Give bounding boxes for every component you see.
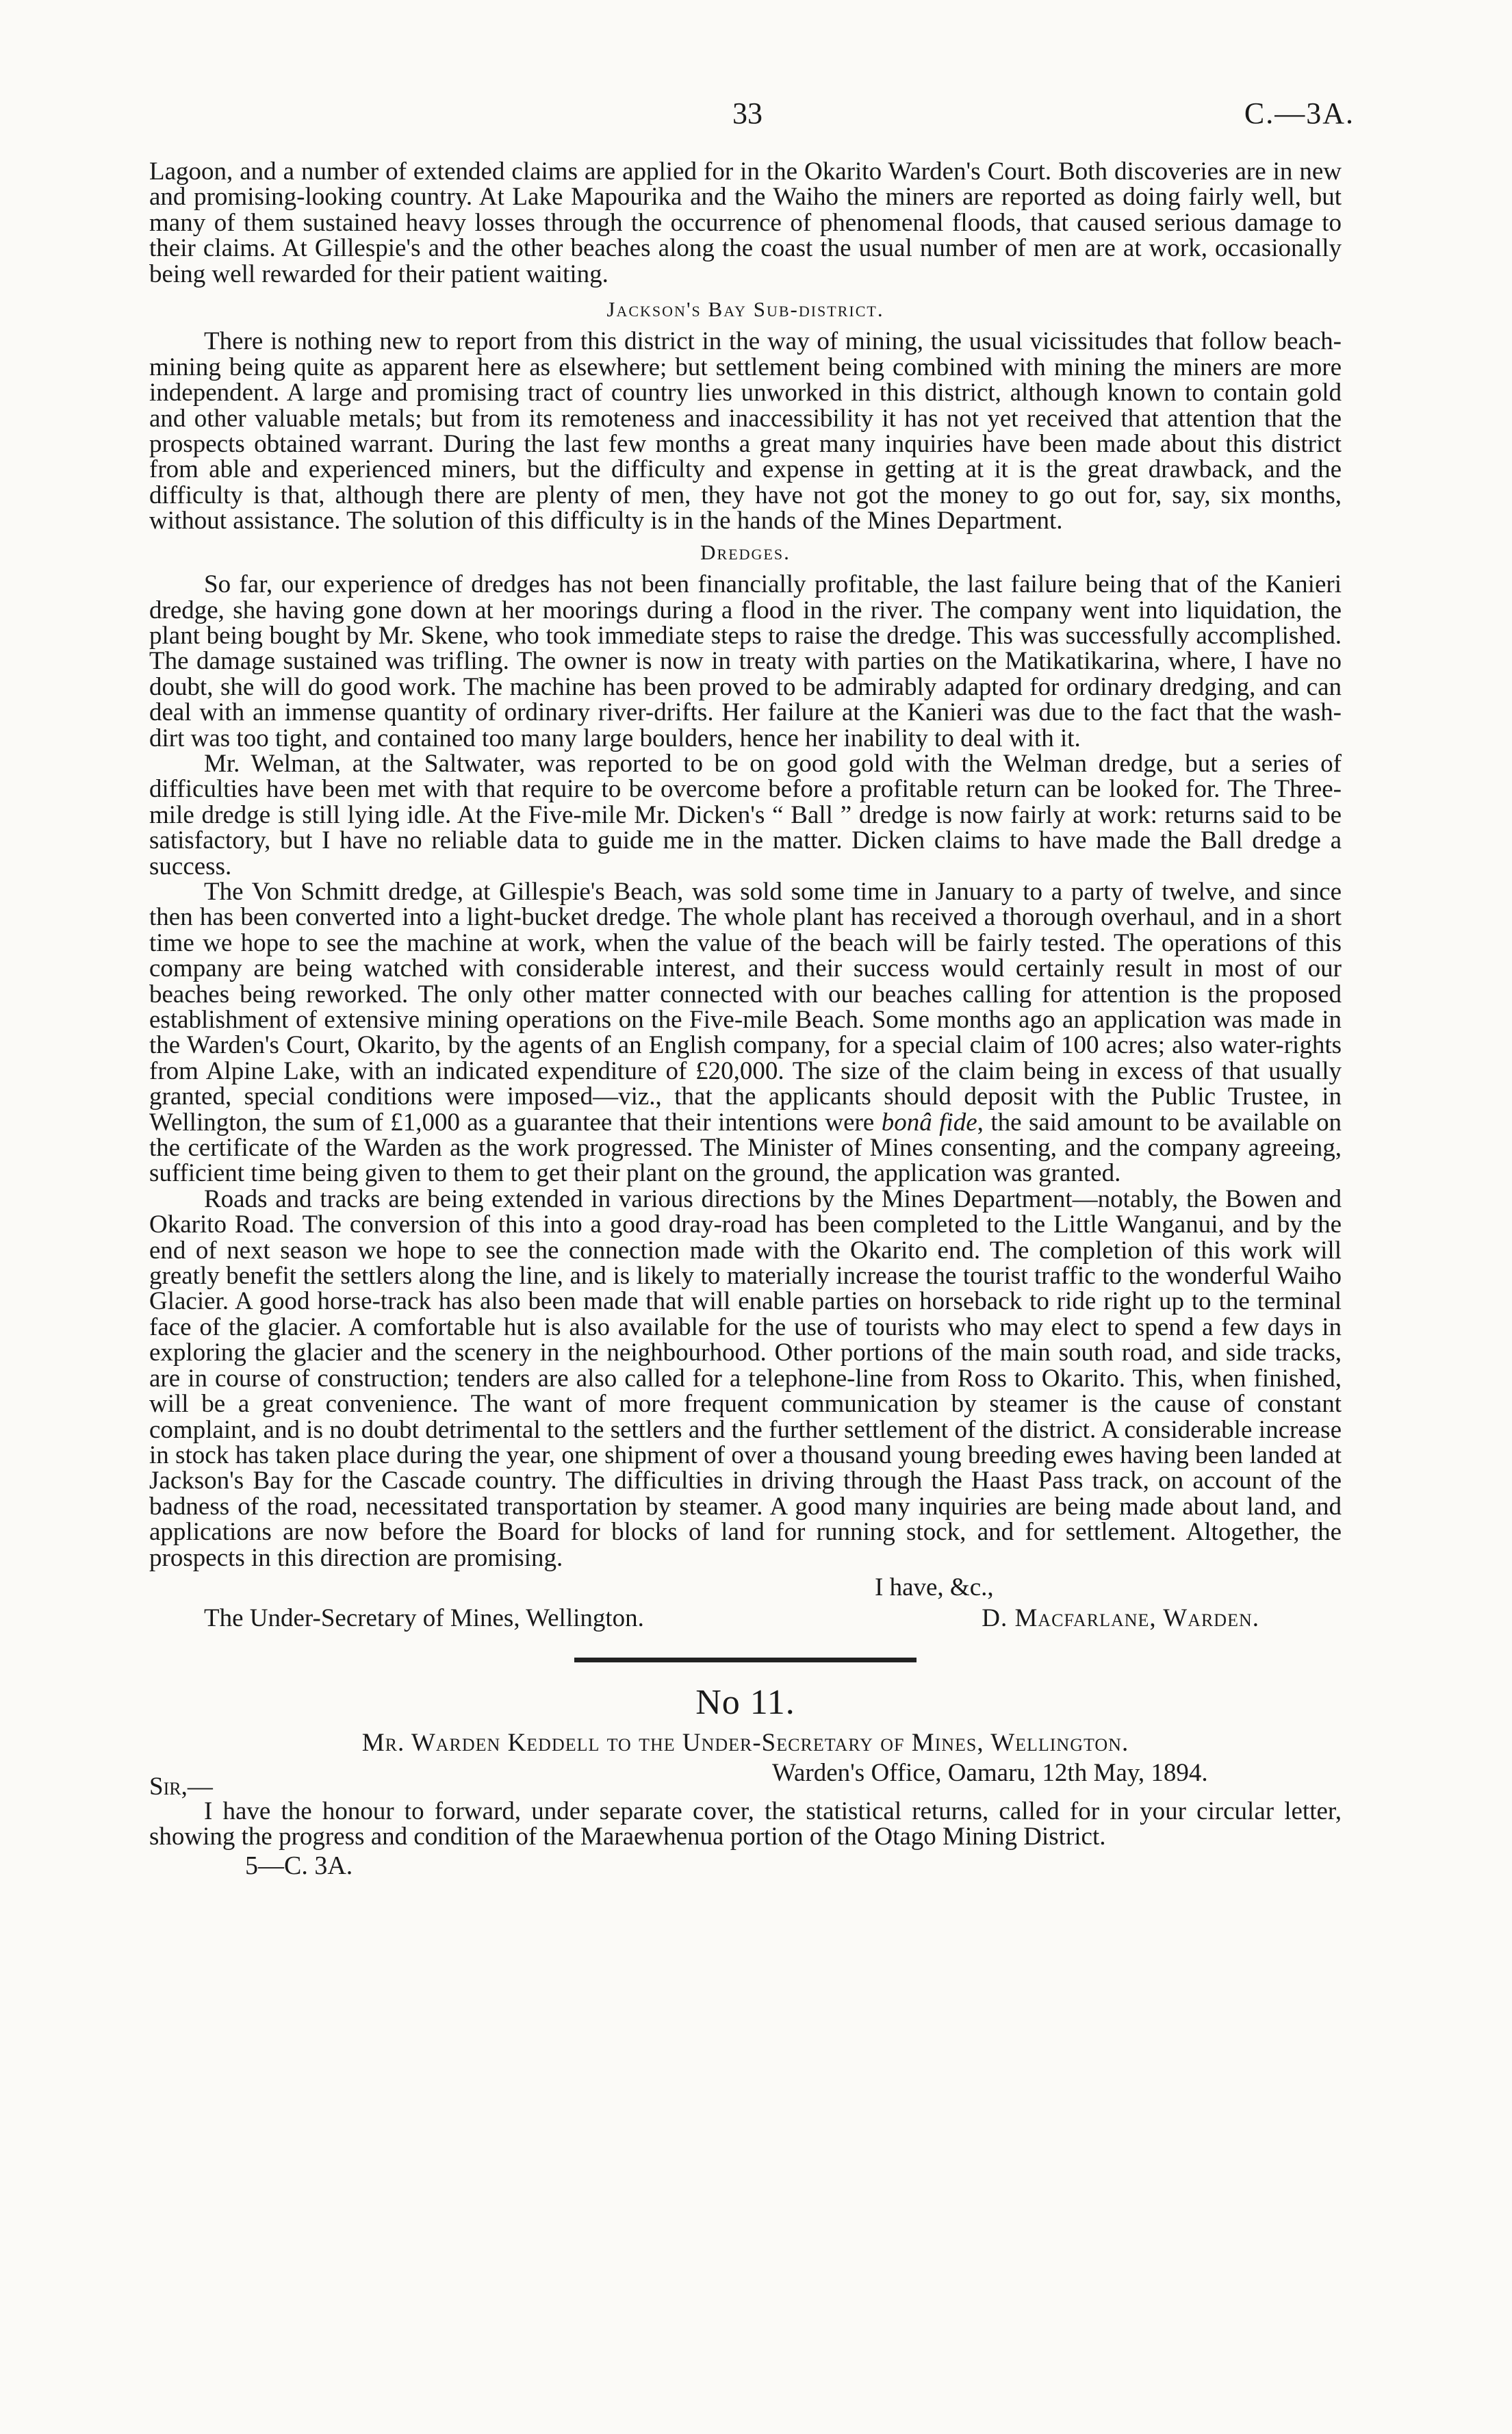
closing-signature: D. Macfarlane, Warden. — [982, 1604, 1259, 1633]
heading-jacksons-bay: Jackson's Bay Sub-district. — [606, 297, 884, 322]
letter-dateline: Warden's Office, Oamaru, 12th May, 1894. — [772, 1758, 1208, 1787]
von-schmitt-text-a: The Von Schmitt dredge, at Gillespie's Beach, was sold some time in January to a party of twelve, and since then has been converted into a light-bucket dredge. The whole plant has received a thorough overhaul, and in a short time we hope to see the machine at work, when the value of the beach will be fairly tested. The operations of this company are being watched with considerable interest, and their success would certainly result in most of our beaches being reworked. The only other matter connected with our beaches calling for attention is the proposed establishment of extensive mining operations on the Five-mile Beach. Some months ago an application was made in the Warden's Court, Okarito, by the agents of an English company, for a special claim of 100 acres; also water-rights from Alpine Lake, with an indicated expenditure of £20,000. The size of the claim being in excess of that usually granted, special conditions were imposed—viz., that the applicants should deposit with the Public Trustee, in Wellington, the sum of £1,000 as a guarantee that their intentions were — [149, 877, 1342, 1137]
section-divider — [574, 1658, 917, 1662]
closing-signature-row — [149, 1606, 1342, 1631]
heading-dredges: Dredges. — [700, 540, 791, 564]
letter-closing — [149, 1575, 1342, 1632]
closing-addressee: The Under-Secretary of Mines, Wellington. — [204, 1604, 644, 1633]
letter-number-heading: No 11. — [695, 1682, 795, 1722]
von-schmitt-text-b: , the said amount to be available on the certificate of the Warden as the work progressed. The Minister of Mines consenting, and the company agreeing, sufficient time being given to them to get their plant on the ground, the application was granted. — [149, 1108, 1342, 1188]
salutation-row — [149, 1758, 1342, 1801]
paragraph-roads-tracks: Roads and tracks are being extended in various directions by the Mines Department—notably, the Bowen and Okarito Road. The conversion of this into a good dray-road has been completed to the Little Wanganui, and by the end of next season we hope to see the connection made with the Okarito end. The completion of this work will greatly benefit the settlers along the line, and is likely to materially increase the tourist traffic to the wonderful Waiho Glacier. A good horse-track has also been made that will enable parties on horseback to ride right up to the terminal face of the glacier. A comfortable hut is also available for the use of tourists who may elect to spend a few days in exploring the glacier and the scenery in the neighbourhood. Other portions of the main south road, and side tracks, are in course of construction; tenders are also called for a telephone-line from Ross to Okarito. This, when finished, will be a great convenience. The want of more frequent communication by steamer is the cause of constant complaint, and is no doubt detrimental to the settlers and the further settlement of the district. A considerable increase in stock has taken place during the year, one shipment of over a thousand young breeding ewes having been landed at Jackson's Bay for the Cascade country. The difficulties in driving through the Haast Pass track, on account of the badness of the road, necessitated transportation by steamer. A good many inquiries are being made about land, and applications are now before the Board for blocks of land for running stock, and for settlement. Altogether, the prospects in this direction are promising. — [149, 1184, 1342, 1572]
page-number: 33 — [732, 97, 763, 130]
closing-i-have: I have, &c., — [875, 1573, 994, 1601]
salutation: Sir,— — [149, 1772, 213, 1801]
paragraph-jacksons-bay: There is nothing new to report from this district in the way of mining, the usual vicissitudes that follow beach-mining being quite as apparent here as elsewhere; but settlement being combined with mining the miners are more independent. A large and promising tract of country lies unworked in this district, although known to contain gold and other valuable metals; but from its remoteness and inaccessibility it has not yet received that attention that the prospects obtained warrant. During the last few months a great many inquiries have been made about this district from able and experienced miners, but the difficulty and expense in getting at it is the great drawback, and the difficulty is that, although there are plenty of men, they have not got the money to go out for, say, six months, without assistance. The solution of this difficulty is in the hands of the Mines Department. — [149, 327, 1342, 535]
paragraph-von-schmitt-dredge — [149, 879, 1342, 1187]
page-header — [0, 96, 1512, 137]
letter-body: I have the honour to forward, under separate cover, the statistical returns, called for in your circular letter, showing the progress and condition of the Maraewhenua portion of the Otago Mining District. — [149, 1797, 1342, 1851]
paragraph-welman-dredge: Mr. Welman, at the Saltwater, was reported to be on good gold with the Welman dredge, but a series of difficulties have been met with that require to be overcome before a profitable return can be looked for. The Three-mile dredge is still lying idle. At the Five-mile Mr. Dicken's “ Ball ” dredge is now fairly at work: returns said to be satisfactory, but I have no reliable data to guide me in the matter. Dicken claims to have made the Ball dredge a success. — [149, 749, 1342, 880]
paragraph-kanieri-dredge: So far, our experience of dredges has not been financially profitable, the last failure being that of the Kanieri dredge, she having gone down at her moorings during a flood in the river. The company went into liquidation, the plant being bought by Mr. Skene, who took immediate steps to raise the dredge. This was successfully accomplished. The damage sustained was trifling. The owner is now in treaty with parties on the Matikatikarina, where, I have no doubt, she will do good work. The machine has been proved to be admirably adapted for ordinary dredging, and can deal with an immense quantity of ordinary river-drifts. Her failure at the Kanieri was due to the fact that the wash-dirt was too tight, and contained too many large boulders, hence her inability to deal with it. — [149, 570, 1342, 752]
paragraph-lagoon: Lagoon, and a number of extended claims are applied for in the Okarito Warden's Court. Both discoveries are in new and promising-looking country. At Lake Mapourika and the Waiho the miners are reported as doing fairly well, but many of them sustained heavy losses through the occurrence of phenomenal floods, that caused serious damage to their claims. At Gillespie's and the other beaches along the coast the usual number of men are at work, occasionally being well rewarded for their patient waiting. — [149, 157, 1342, 288]
signature-mark: 5—C. 3A. — [245, 1851, 353, 1881]
letter-from-line: Mr. Warden Keddell to the Under-Secretary of Mines, Wellington. — [361, 1729, 1129, 1758]
document-reference: C.—3A. — [1244, 97, 1355, 130]
report-body — [149, 159, 1342, 1879]
bona-fide-italic: bonâ fide — [881, 1108, 977, 1137]
